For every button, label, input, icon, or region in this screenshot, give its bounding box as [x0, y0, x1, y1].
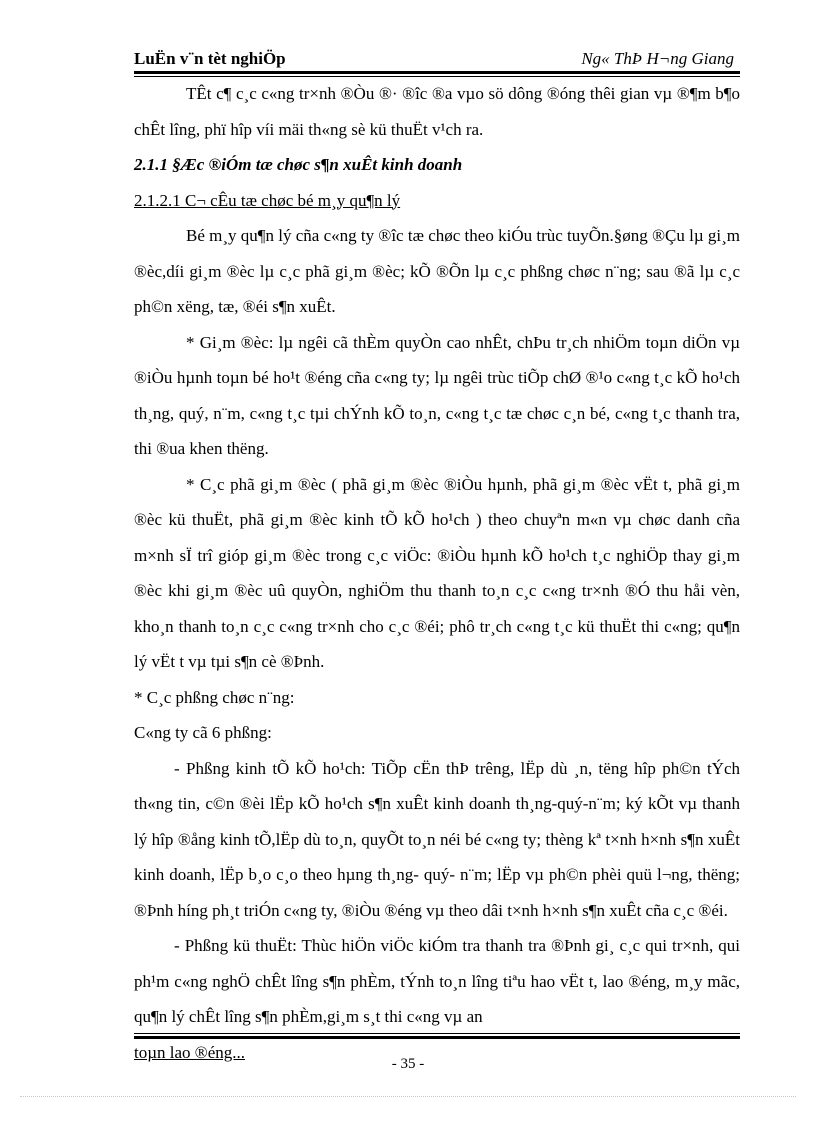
page-number: - 35 - — [391, 1056, 425, 1072]
footer-rule-thick — [134, 1036, 740, 1039]
paragraph-departments-heading: * C¸c phßng chøc n¨ng: — [134, 687, 295, 707]
page-header — [134, 48, 740, 70]
paragraph-director: * Gi¸m ®èc: lµ ngêi cã thÈm quyÒn cao nhÊt, chÞu tr¸ch nhiÖm toµn diÖn vµ ®iÒu hµnh toµn bé ho¹t ®éng cña c«ng ty; lµ ngêi trùc tiÕp chØ ®¹o c«ng t¸c kÕ ho¹ch th¸ng, quý, n¨m, c«ng t¸c tµi chÝnh kÕ to¸n, c«ng t¸c tæ chøc c¸n bé, c«ng t¸c thanh tra, thi ®ua khen thëng. — [134, 332, 740, 458]
header-thesis-title: LuËn v¨n tèt nghiÖp — [134, 49, 286, 68]
paragraph-department-count: C«ng ty cã 6 phßng: — [134, 723, 272, 742]
page-body — [134, 76, 740, 1070]
subsection-heading: 2.1.2.1 C¬ cÊu tæ chøc bé m¸y qu¶n lý — [134, 190, 401, 210]
paragraph-planning-department: - Phßng kinh tÕ kÕ ho¹ch: TiÕp cËn thÞ trêng, lËp dù ¸n, tëng hîp ph©n tÝch th«ng tin, c©n ®èi lËp kÕ ho¹ch s¶n xuÊt kinh doanh th¸ng-quý-n¨m; ký kÕt vµ thanh lý hîp ®ång kinh tÕ,lËp dù to¸n, quyÕt to¸n néi bé c«ng ty; thèng kª t×nh h×nh s¶n xuÊt kinh doanh, lËp b¸o c¸o theo hµng th¸ng- quý- n¨m; lËp vµ ph©n phèi quü l¬ng, thëng; ®Þnh híng ph¸t triÓn c«ng ty, ®iÒu ®éng vµ theo dâi t×nh h×nh s¶n xuÊt cña c¸c ®éi. — [134, 758, 740, 920]
paragraph-deputy-directors: * C¸c phã gi¸m ®èc ( phã gi¸m ®èc ®iÒu hµnh, phã gi¸m ®èc vËt t, phã gi¸m ®èc kü thuËt, phã gi¸m ®èc kinh tÕ kÕ ho¹ch ) theo chuyªn m«n vµ chøc danh cña m×nh sÏ trî gióp gi¸m ®èc trong c¸c viÖc: ®iÒu hµnh kÕ ho¹ch t¸c nghiÖp thay gi¸m ®èc khi gi¸m ®èc uû quyÒn, nghiÖm thu thanh to¸n c¸c c«ng tr×nh ®Ó thu håi vèn, kho¸n thanh to¸n c¸c c«ng tr×nh cho c¸c ®éi; phô tr¸ch c«ng t¸c kü thuËt thi c«ng; qu¶n lý vËt t vµ tµi s¶n cè ®Þnh. — [134, 474, 740, 671]
paragraph-technical-department: - Phßng kü thuËt: Thùc hiÖn viÖc kiÓm tra thanh tra ®Þnh gi¸ c¸c qui tr×nh, qui ph¹m c«ng nghÖ chÊt lîng s¶n phÈm, tÝnh to¸n lîng tiªu hao vËt t, lao ®éng, m¸y mãc, qu¶n lý chÊt lîng s¶n phÈm,gi¸m s¸t thi c«ng vµ an — [134, 936, 740, 1026]
footer-rule-thin — [134, 1033, 740, 1034]
paragraph-structure: Bé m¸y qu¶n lý cña c«ng ty ®îc tæ chøc theo kiÓu trùc tuyÕn.§øng ®Çu lµ gi¸m ®èc,díi gi¸m ®èc lµ c¸c phã gi¸m ®èc; kÕ ®Õn lµ c¸c phßng chøc n¨ng; sau ®ã lµ c¸c ph©n xëng, tæ, ®éi s¶n xuÊt. — [134, 226, 740, 316]
paragraph-intro: TÊt c¶ c¸c c«ng tr×nh ®Òu ®· ®îc ®a vµo sö dông ®óng thêi gian vµ ®¶m b¶o chÊt lîng, phï hîp víi mäi th«ng sè kü thuËt v¹ch ra. — [134, 84, 740, 139]
section-heading: 2.1.1 §Æc ®iÓm tæ chøc s¶n xuÊt kinh doanh — [134, 155, 463, 174]
paragraph-safety-line: toµn lao ®éng... — [134, 1042, 245, 1062]
page-edge-dotted-line — [20, 1096, 796, 1097]
header-author-name: Ng« ThÞ H¬ng Giang — [581, 49, 734, 68]
header-rule-thick — [134, 71, 740, 74]
